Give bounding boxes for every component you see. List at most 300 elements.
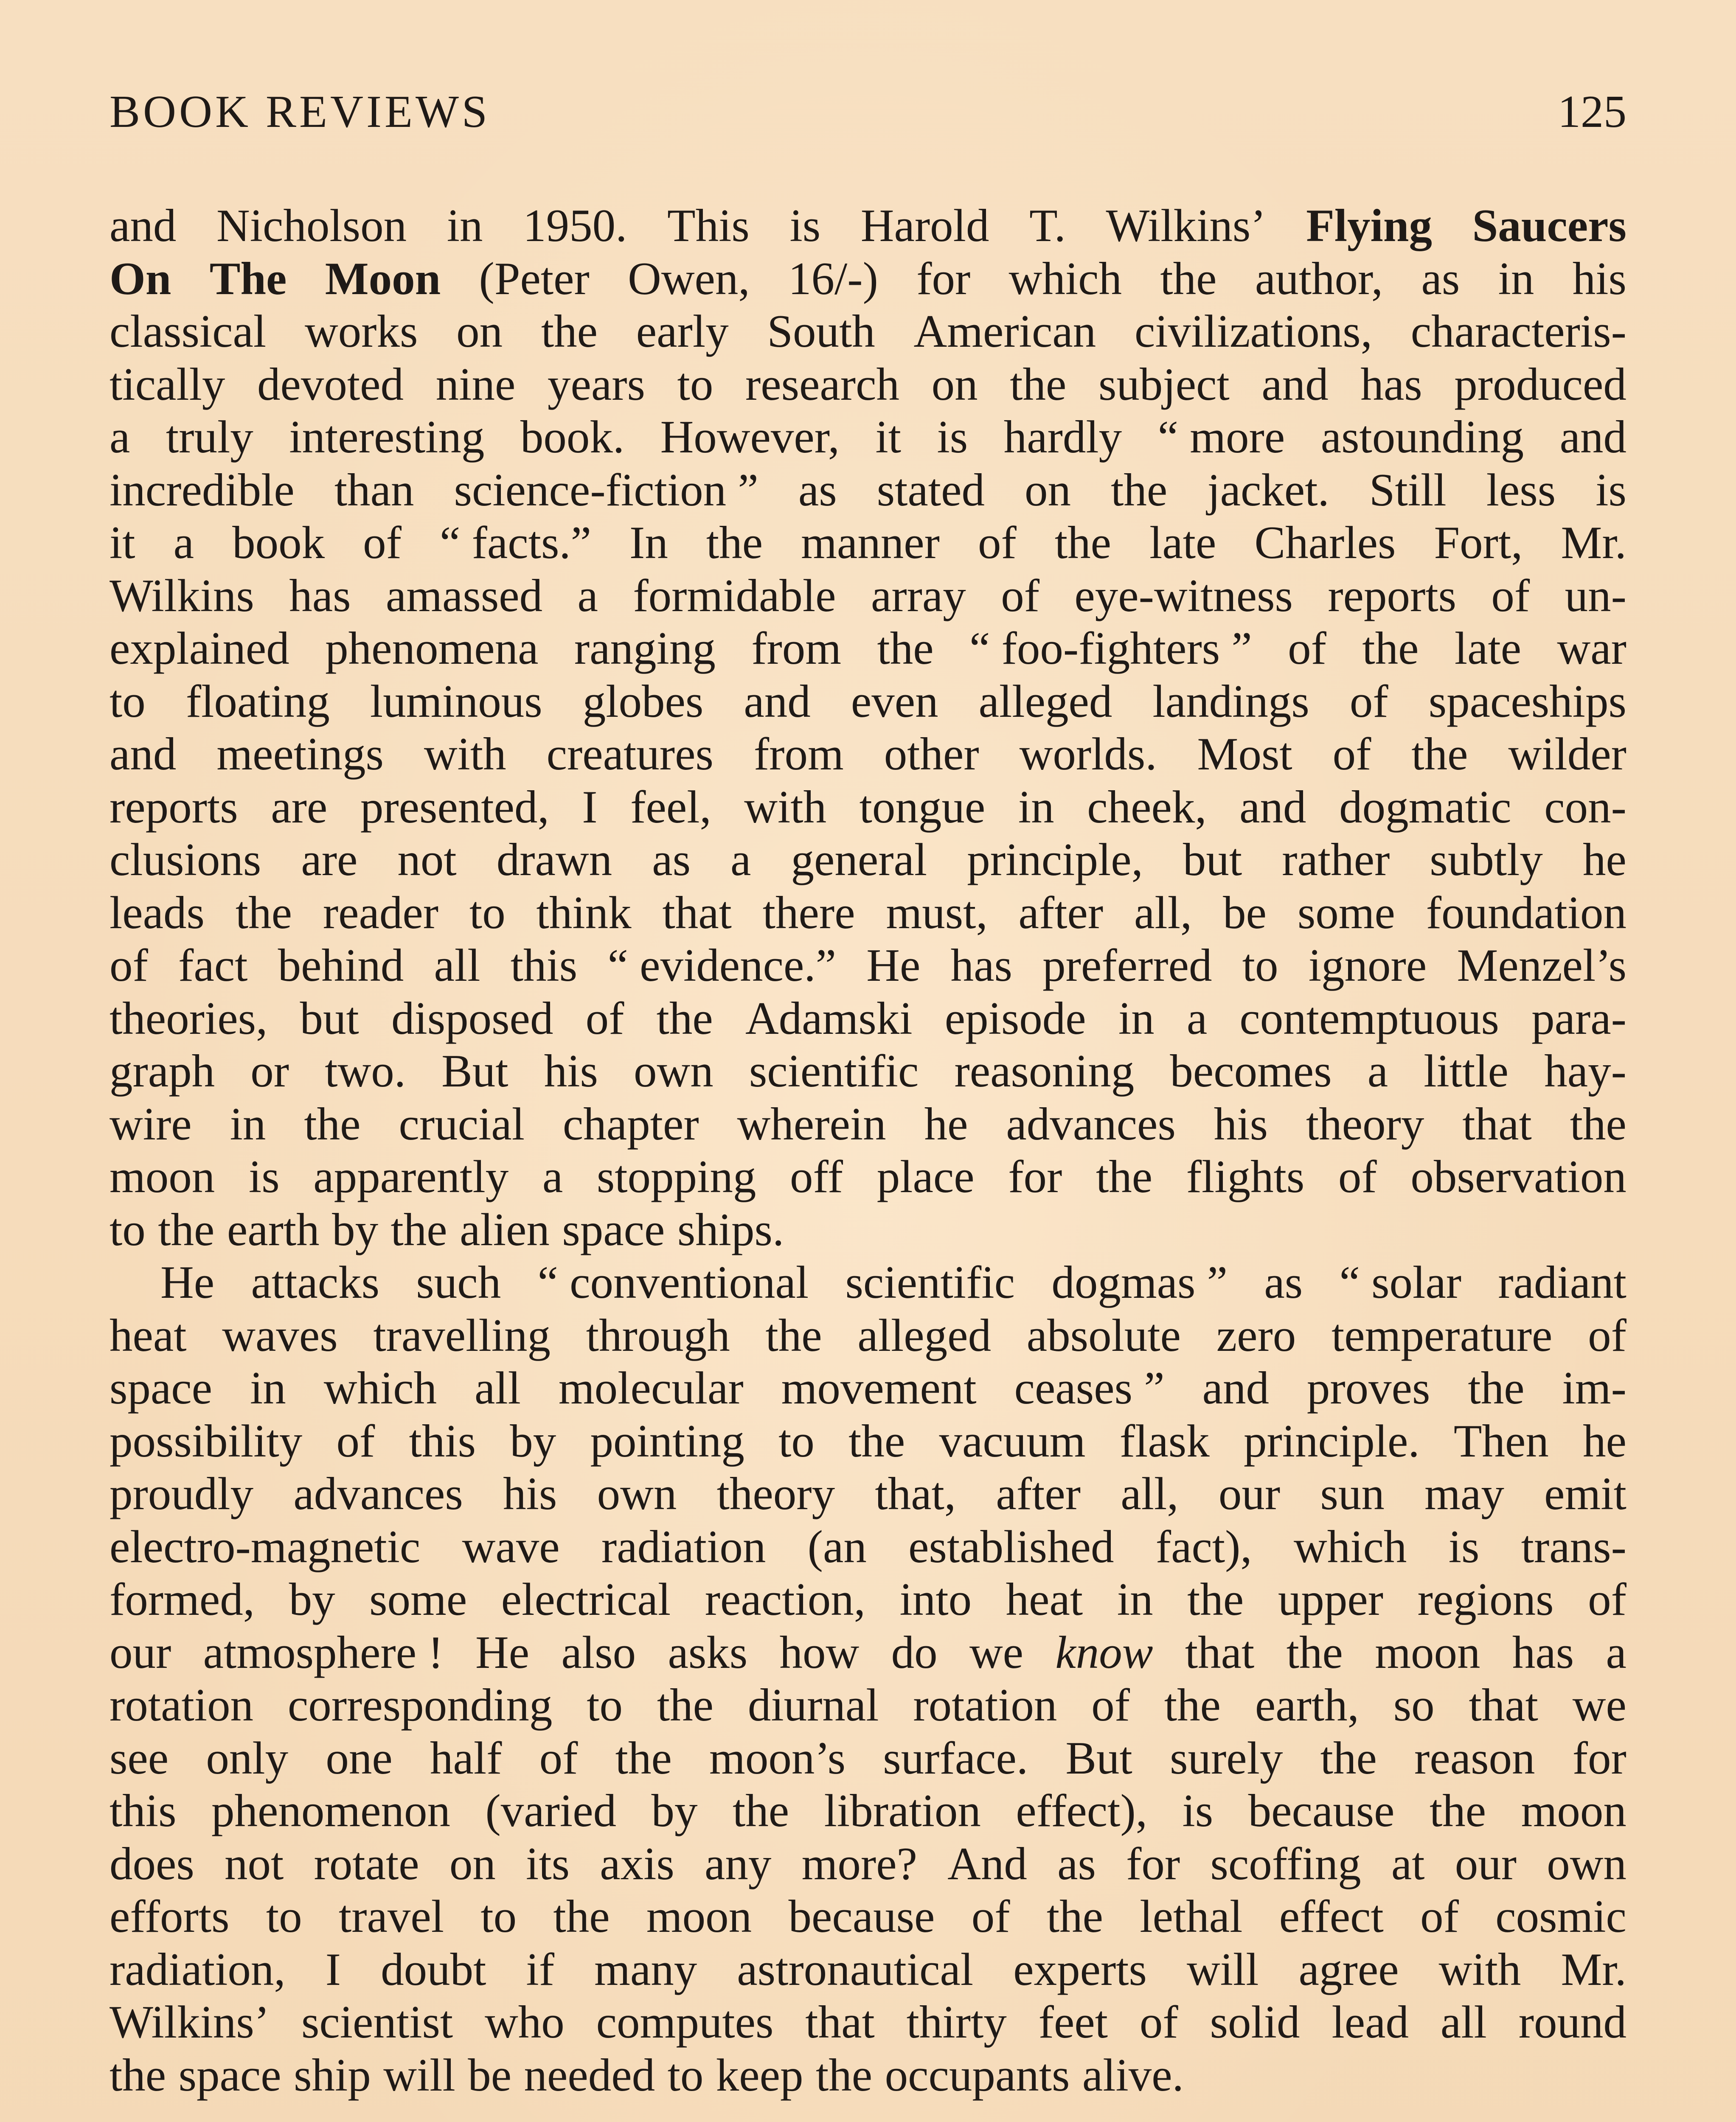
word: (an	[807, 1521, 867, 1572]
word: tongue	[859, 781, 986, 833]
word: the	[1054, 517, 1112, 568]
word: to	[480, 1891, 517, 1942]
word: fact),	[1155, 1521, 1252, 1572]
word: is	[1596, 464, 1626, 516]
word: the	[1320, 1732, 1377, 1784]
word: by	[510, 1415, 556, 1467]
word: for	[1008, 1151, 1062, 1202]
word: to	[266, 1891, 302, 1942]
word: hardly	[1003, 411, 1122, 463]
word: which	[1008, 253, 1122, 304]
word: array	[871, 570, 966, 621]
word: He	[160, 1257, 215, 1308]
word: the	[1046, 1891, 1103, 1942]
word: the	[110, 2049, 166, 2101]
word: wilder	[1508, 728, 1626, 780]
word: Still	[1369, 464, 1447, 516]
word: research	[745, 358, 899, 410]
word: will	[1187, 1943, 1259, 1995]
word: we	[1572, 1679, 1626, 1731]
word: in	[230, 1098, 266, 1150]
word: wave	[462, 1521, 560, 1572]
word: waves	[222, 1309, 338, 1361]
text-line	[110, 305, 1626, 358]
word: fact	[178, 940, 248, 991]
word: of	[110, 940, 148, 991]
word: formidable	[633, 570, 836, 621]
word: the	[1164, 1679, 1221, 1731]
word: it	[110, 517, 135, 568]
word: his	[1214, 1098, 1268, 1150]
word: theory	[1306, 1098, 1424, 1150]
word: the	[657, 1679, 714, 1731]
word: advances	[293, 1468, 463, 1519]
word: by	[289, 1574, 335, 1625]
word: un-	[1565, 570, 1626, 621]
word: that	[805, 1996, 875, 2048]
word: regions	[1417, 1574, 1554, 1625]
word: in	[1117, 1574, 1153, 1625]
word: preferred	[1042, 940, 1212, 991]
word: foundation	[1426, 887, 1626, 938]
word: molecular	[558, 1362, 744, 1414]
word: keep	[716, 2049, 803, 2101]
word: produced	[1454, 358, 1626, 410]
word: of	[1001, 570, 1039, 621]
word: space	[110, 1362, 213, 1414]
word: T.	[1029, 200, 1066, 251]
word: the	[1160, 253, 1217, 304]
word: “ more	[1157, 411, 1285, 463]
word: think	[536, 887, 632, 938]
word: which	[323, 1362, 437, 1414]
word: who	[485, 1996, 565, 2048]
word: reason	[1414, 1732, 1535, 1784]
word: Wilkins’	[110, 1996, 270, 2048]
word: radiation	[601, 1521, 766, 1572]
word: into	[899, 1574, 972, 1625]
word: (Peter	[479, 253, 590, 304]
word: possibility	[110, 1415, 303, 1467]
word: rotation	[110, 1679, 254, 1731]
word: cheek,	[1087, 781, 1207, 833]
word: the	[615, 1732, 672, 1784]
word: the	[1570, 1098, 1626, 1150]
word: his	[544, 1045, 598, 1097]
word: leads	[110, 887, 205, 938]
text-line	[110, 570, 1626, 623]
word: “ facts.”	[439, 517, 591, 568]
word: in	[1498, 253, 1534, 304]
word: at	[1391, 1838, 1425, 1889]
word: im-	[1562, 1362, 1626, 1414]
word: but	[1183, 834, 1242, 885]
word: doubt	[381, 1943, 486, 1995]
word: be	[1223, 887, 1267, 938]
text-line	[110, 1890, 1626, 1943]
word: a	[173, 517, 194, 568]
word: its	[526, 1838, 570, 1889]
word: Flying	[1306, 200, 1432, 251]
word: on	[456, 306, 503, 357]
word: with	[1438, 1943, 1521, 1995]
word: theory	[716, 1468, 835, 1519]
word: less	[1486, 464, 1556, 516]
word: has	[1512, 1626, 1574, 1678]
word: surely	[1170, 1732, 1283, 1784]
word: alive.	[1082, 2049, 1184, 2101]
word: crucial	[399, 1098, 525, 1150]
word: spaceships	[1428, 675, 1626, 727]
word: Moon	[325, 253, 441, 304]
word: zero	[1216, 1309, 1296, 1361]
text-line	[110, 1838, 1626, 1891]
text-line	[110, 516, 1626, 570]
word: because	[788, 1891, 935, 1942]
word: on	[1025, 464, 1071, 516]
word: to	[110, 675, 146, 727]
word: Harold	[860, 200, 989, 251]
word: the	[1468, 1362, 1525, 1414]
text-line	[110, 728, 1626, 781]
word: eye-witness	[1074, 570, 1293, 621]
word: globes	[582, 675, 704, 727]
word: the	[848, 1415, 905, 1467]
text-line	[110, 1521, 1626, 1574]
word: this	[110, 1785, 177, 1836]
word: the	[656, 992, 713, 1044]
word: scientific	[749, 1045, 919, 1097]
word: with	[424, 728, 506, 780]
word: principle,	[967, 834, 1143, 885]
word: has	[1360, 358, 1422, 410]
word: para-	[1531, 992, 1626, 1044]
word: of	[1420, 1891, 1459, 1942]
word: to	[110, 1204, 146, 1255]
word: disposed	[391, 992, 553, 1044]
word: for	[1126, 1838, 1180, 1889]
word: off	[789, 1151, 843, 1202]
word: any	[705, 1838, 772, 1889]
word: is	[248, 1151, 280, 1202]
word: characteris-	[1410, 306, 1626, 357]
paragraph	[110, 1256, 1626, 2102]
text-line	[110, 1943, 1626, 1996]
word: in	[1018, 781, 1054, 833]
word: late	[1454, 623, 1522, 674]
word: reaction,	[705, 1574, 865, 1625]
word: only	[206, 1732, 289, 1784]
word: that	[1469, 1679, 1538, 1731]
word: con-	[1544, 781, 1626, 833]
word: early	[636, 306, 729, 357]
word: after	[1018, 887, 1104, 938]
word: if	[526, 1943, 555, 1995]
word: that,	[875, 1468, 956, 1519]
word: thirty	[906, 1996, 1007, 2048]
word: of	[539, 1732, 578, 1784]
word: to	[677, 358, 714, 410]
word: the	[765, 1309, 822, 1361]
word: scientific	[845, 1257, 1015, 1308]
word: not	[225, 1838, 284, 1889]
word: to	[1242, 940, 1278, 991]
text-line	[110, 1573, 1626, 1626]
word: one	[326, 1732, 393, 1784]
word: subject	[1098, 358, 1230, 410]
text-line	[110, 1679, 1626, 1732]
word: libration	[824, 1785, 981, 1836]
word: ignore	[1308, 940, 1427, 991]
word: the	[1010, 358, 1067, 410]
word: meetings	[216, 728, 384, 780]
word: the	[304, 1098, 361, 1150]
word: moon	[1521, 1785, 1626, 1836]
word: astronautical	[737, 1943, 974, 1995]
word: in	[250, 1362, 286, 1414]
word: of	[1332, 728, 1371, 780]
word: our	[1218, 1468, 1281, 1519]
word: be	[468, 2049, 512, 2101]
word: axis	[600, 1838, 674, 1889]
word: all,	[1121, 1468, 1179, 1519]
word: some	[1297, 887, 1395, 938]
word: stopping	[596, 1151, 756, 1202]
word: as	[1264, 1257, 1303, 1308]
word: all	[1440, 1996, 1487, 2048]
word: there	[762, 887, 855, 938]
text-line	[110, 1732, 1626, 1785]
word: corresponding	[287, 1679, 553, 1731]
word: a	[730, 834, 751, 885]
word: worlds.	[1019, 728, 1157, 780]
word: years	[547, 358, 645, 410]
word: little	[1424, 1045, 1509, 1097]
text-line	[110, 253, 1626, 306]
word: graph	[110, 1045, 215, 1097]
text-line	[110, 622, 1626, 675]
word: of	[978, 517, 1017, 568]
word: the	[235, 887, 292, 938]
word: own	[634, 1045, 714, 1097]
review-body	[110, 199, 1626, 2122]
word: a	[1186, 992, 1208, 1044]
word: book	[232, 517, 325, 568]
word: the	[815, 2049, 873, 2101]
word: for	[916, 253, 971, 304]
word: efforts	[110, 1891, 230, 1942]
word: luminous	[370, 675, 542, 727]
word: heat	[110, 1309, 187, 1361]
word: computes	[596, 1996, 774, 2048]
word: emit	[1544, 1468, 1626, 1519]
running-head: BOOK REVIEWS	[110, 87, 490, 137]
word: also	[561, 1626, 636, 1678]
word: heat	[1006, 1574, 1083, 1625]
word: amassed	[385, 570, 543, 621]
word: civilizations,	[1134, 306, 1372, 357]
word: science-fiction ”	[454, 464, 758, 516]
word: wire	[110, 1098, 192, 1150]
word: as	[1057, 1838, 1096, 1889]
word: But	[1065, 1732, 1132, 1784]
word: rotate	[314, 1838, 419, 1889]
word: atmosphere !	[203, 1626, 444, 1678]
text-line	[110, 992, 1626, 1045]
word: and	[1261, 358, 1329, 410]
word: drawn	[496, 834, 612, 885]
text-line	[110, 1256, 1626, 1309]
word: vacuum	[939, 1415, 1086, 1467]
word: wherein	[737, 1098, 886, 1150]
word: tically	[110, 358, 225, 410]
word: Saucers	[1472, 200, 1626, 251]
word: feet	[1038, 1996, 1108, 2048]
word: the	[1111, 464, 1168, 516]
word: travel	[338, 1891, 444, 1942]
word: upper	[1278, 1574, 1384, 1625]
word: episode	[944, 992, 1086, 1044]
word: alleged	[857, 1309, 992, 1361]
text-line	[110, 781, 1626, 834]
word: occupants	[885, 2049, 1070, 2101]
word: is	[1448, 1521, 1480, 1572]
word: electro-magnetic	[110, 1521, 421, 1572]
word: is	[1182, 1785, 1214, 1836]
word: war	[1557, 623, 1626, 674]
word: South	[767, 306, 875, 357]
word: a	[110, 411, 130, 463]
word: Then	[1453, 1415, 1549, 1467]
text-line	[110, 887, 1626, 940]
word: of	[1338, 1151, 1377, 1202]
word: his	[1572, 253, 1626, 304]
word: two.	[325, 1045, 406, 1097]
word: as	[1421, 253, 1460, 304]
text-line	[110, 939, 1626, 992]
word: not	[397, 834, 457, 885]
word: of	[585, 992, 624, 1044]
word: the	[1411, 728, 1468, 780]
word: devoted	[257, 358, 404, 410]
word: absolute	[1026, 1309, 1181, 1361]
word: electrical	[501, 1574, 671, 1625]
word: we	[969, 1626, 1024, 1678]
word: of	[1588, 1309, 1626, 1361]
word: incredible	[110, 464, 295, 516]
word: and	[110, 200, 177, 251]
word: is	[937, 411, 968, 463]
word: by	[332, 1204, 379, 1255]
paragraph-gap	[110, 2102, 1626, 2122]
word: asks	[668, 1626, 748, 1678]
word: the	[706, 517, 763, 568]
word: such	[416, 1257, 501, 1308]
text-line	[110, 358, 1626, 411]
word: nine	[435, 358, 516, 410]
word: he	[1583, 1415, 1626, 1467]
text-line	[110, 1045, 1626, 1098]
word: astounding	[1320, 411, 1524, 463]
word: that	[1462, 1098, 1532, 1150]
word: apparently	[313, 1151, 509, 1202]
word: chapter	[562, 1098, 699, 1150]
word: of	[1288, 623, 1326, 674]
word: flights	[1186, 1151, 1305, 1202]
word: pointing	[590, 1415, 744, 1467]
word: 16/-)	[788, 253, 878, 304]
page-header	[110, 89, 1626, 153]
word: place	[876, 1151, 975, 1202]
word: all	[434, 940, 480, 991]
word: “ conventional	[537, 1257, 809, 1308]
word: the	[158, 1204, 215, 1255]
text-line	[110, 1468, 1626, 1521]
word: own	[597, 1468, 677, 1519]
word: because	[1248, 1785, 1395, 1836]
word: phenomenon	[211, 1785, 450, 1836]
word: Fort,	[1434, 517, 1523, 568]
word: his	[503, 1468, 557, 1519]
word: of	[363, 517, 402, 568]
word: surface.	[883, 1732, 1028, 1784]
word: Owen,	[628, 253, 750, 304]
word: On	[110, 253, 171, 304]
word: to	[587, 1679, 623, 1731]
word: reasoning	[954, 1045, 1135, 1097]
word: presented,	[360, 781, 549, 833]
word: scoffing	[1210, 1838, 1361, 1889]
word: ceases ”	[1014, 1362, 1165, 1414]
word: dogmas ”	[1051, 1257, 1228, 1308]
word: our	[1455, 1838, 1517, 1889]
word: a	[577, 570, 598, 621]
word: he	[1582, 834, 1626, 885]
word: in	[1118, 992, 1155, 1044]
word: a	[1606, 1626, 1626, 1678]
word: earth,	[1255, 1679, 1359, 1731]
word: will	[383, 2049, 455, 2101]
word: to	[469, 887, 506, 938]
word: experts	[1013, 1943, 1147, 1995]
word: and	[1202, 1362, 1269, 1414]
word: a	[542, 1151, 563, 1202]
word: on	[931, 358, 978, 410]
word: of	[336, 1415, 375, 1467]
word: ship	[294, 2049, 371, 2101]
word: becomes	[1170, 1045, 1332, 1097]
text-line	[110, 1204, 1626, 1257]
word: earth	[227, 1204, 320, 1255]
word: alien	[460, 1204, 550, 1255]
word: all	[475, 1362, 521, 1414]
word: I	[325, 1943, 341, 1995]
word: that	[1185, 1626, 1255, 1678]
word: the	[733, 1785, 789, 1836]
word: the	[541, 306, 598, 357]
word: solid	[1210, 1996, 1300, 2048]
word: Wilkins’	[1106, 200, 1266, 251]
word: do	[891, 1626, 938, 1678]
word: the	[1362, 623, 1419, 674]
word: trans-	[1521, 1521, 1626, 1572]
text-line	[110, 464, 1626, 517]
word: works	[304, 306, 418, 357]
word: must,	[886, 887, 988, 938]
word: moon’s	[709, 1732, 846, 1784]
word: book.	[520, 411, 625, 463]
word: contemptuous	[1239, 992, 1499, 1044]
